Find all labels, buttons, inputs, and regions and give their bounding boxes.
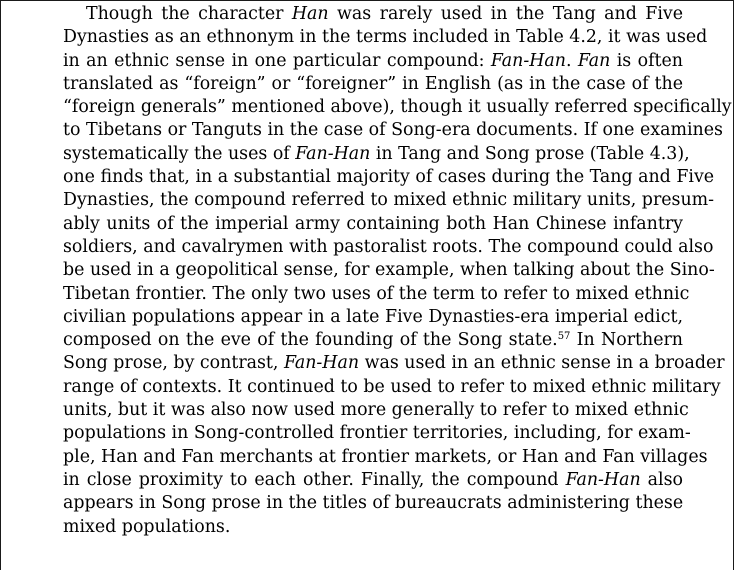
paragraph-line: ple, Han and Fan merchants at frontier markets, or Han and Fan villages (63, 446, 708, 467)
paragraph-line: Dynasties as an ethnonym in the terms included in Table 4.2, it was used (63, 27, 708, 48)
paragraph-line: soldiers, and cavalrymen with pastoralist roots. The compound could also (63, 236, 714, 257)
body-paragraph (63, 3, 732, 539)
italic-term: Fan-Han (565, 469, 641, 490)
paragraph-line: ably units of the imperial army containing both Han Chinese infantry (63, 213, 683, 234)
italic-term: Fan-Han (295, 143, 371, 164)
paragraph-line: translated as “foreign” or “foreigner” in English (as in the case of the (63, 73, 683, 94)
italic-term: Fan-Han (490, 50, 566, 71)
italic-term: Han (291, 4, 329, 24)
paragraph-line: populations in Song-controlled frontier territories, including, for exam- (63, 423, 691, 444)
paragraph-line: composed on the eve of the founding of the Song state.$^{57}$ In Northern (63, 330, 683, 351)
paragraph-line: appears in Song prose in the titles of bureaucrats administering these (63, 493, 684, 514)
paragraph-line: one finds that, in a substantial majority of cases during the Tang and Five (63, 167, 715, 188)
paragraph-line: Dynasties, the compound referred to mixed ethnic military units, presum- (63, 190, 715, 211)
italic-term: Fan-Han (283, 353, 360, 374)
paragraph-line: be used in a geopolitical sense, for example, when talking about the Sino- (63, 260, 715, 281)
paragraph-line: Though the character Han was rarely used in the Tang and Five (86, 4, 683, 24)
paragraph-line: mixed populations. (63, 516, 231, 537)
paragraph-line: in close proximity to each other. Finally, the compound Fan-Han also (63, 469, 683, 490)
paragraph-line: range of contexts. It continued to be used to refer to mixed ethnic military (63, 376, 721, 397)
paragraph-line: units, but it was also now used more generally to refer to mixed ethnic (63, 400, 689, 421)
paragraph-line: Tibetan frontier. The only two uses of the term to refer to mixed ethnic (63, 283, 690, 304)
paragraph-line: in an ethnic sense in one particular compound: Fan-Han. Fan is often (63, 50, 683, 71)
italic-term: Fan (577, 50, 611, 71)
paragraph-line: to Tibetans or Tanguts in the case of Song-era documents. If one examines (63, 120, 723, 141)
paragraph-line: civilian populations appear in a late Five Dynasties-era imperial edict, (63, 306, 683, 327)
paragraph-line: Song prose, by contrast, Fan-Han was used in an ethnic sense in a broader (63, 353, 725, 374)
paragraph-line: systematically the uses of Fan-Han in Tang and Song prose (Table 4.3), (63, 143, 690, 164)
footnote-marker[interactable]: 57 (557, 331, 571, 343)
paragraph-line: “foreign generals” mentioned above), though it usually referred specifically (63, 97, 732, 118)
